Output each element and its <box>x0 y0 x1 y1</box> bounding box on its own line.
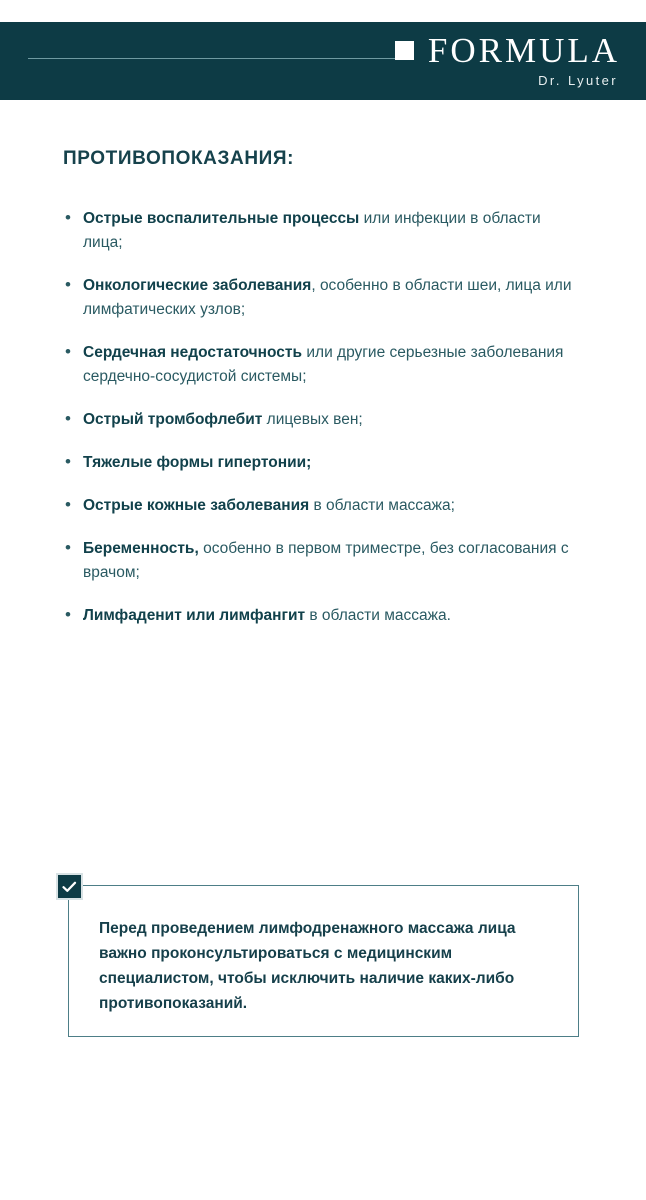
list-item <box>63 274 583 322</box>
list-item <box>63 451 583 475</box>
list-item-rest: или инфекции в области лица; <box>83 210 541 251</box>
square-icon <box>395 41 414 60</box>
list-item-strong: Острые воспалительные процессы <box>83 210 360 227</box>
list-item-strong: Лимфаденит или лимфангит <box>83 607 306 624</box>
list-item <box>63 207 583 255</box>
list-item <box>63 604 583 628</box>
list-item-rest: в области массажа. <box>305 607 451 624</box>
page-header <box>0 22 646 100</box>
note-text: Перед проведением лимфодренажного массажа лица важно проконсультироваться с медицинским специалистом, чтобы исключить наличие каких-либо противопоказаний. <box>99 920 516 1012</box>
list-item <box>63 408 583 432</box>
list-item-strong: Острый тромбофлебит <box>83 411 263 428</box>
page-title: ПРОТИВОПОКАЗАНИЯ: <box>63 148 295 169</box>
list-item-rest: или другие серьезные заболевания сердечно-сосудистой системы; <box>83 344 564 385</box>
list-item-strong: Тяжелые формы гипертонии; <box>83 454 312 471</box>
list-item-strong: Сердечная недостаточность <box>83 344 303 361</box>
brand-name: FORMULA <box>427 31 620 70</box>
list-item-rest: лицевых вен; <box>262 411 363 428</box>
list-item-rest: в области массажа; <box>309 497 455 514</box>
list-item-rest: , особенно в области шеи, лица или лимфатических узлов; <box>83 277 572 318</box>
brand-row <box>395 32 620 70</box>
header-divider <box>28 58 398 59</box>
list-item-rest: особенно в первом триместре, без согласования с врачом; <box>83 540 569 581</box>
check-icon <box>56 873 83 900</box>
list-item <box>63 494 583 518</box>
contraindications-list <box>63 207 583 647</box>
list-item <box>63 537 583 585</box>
list-item <box>63 341 583 389</box>
list-item-strong: Беременность, <box>83 540 199 557</box>
list-item-strong: Острые кожные заболевания <box>83 497 310 514</box>
brand-logo <box>395 32 620 88</box>
brand-subtitle: Dr. Lyuter <box>538 73 618 88</box>
list-item-strong: Онкологические заболевания <box>83 277 312 294</box>
